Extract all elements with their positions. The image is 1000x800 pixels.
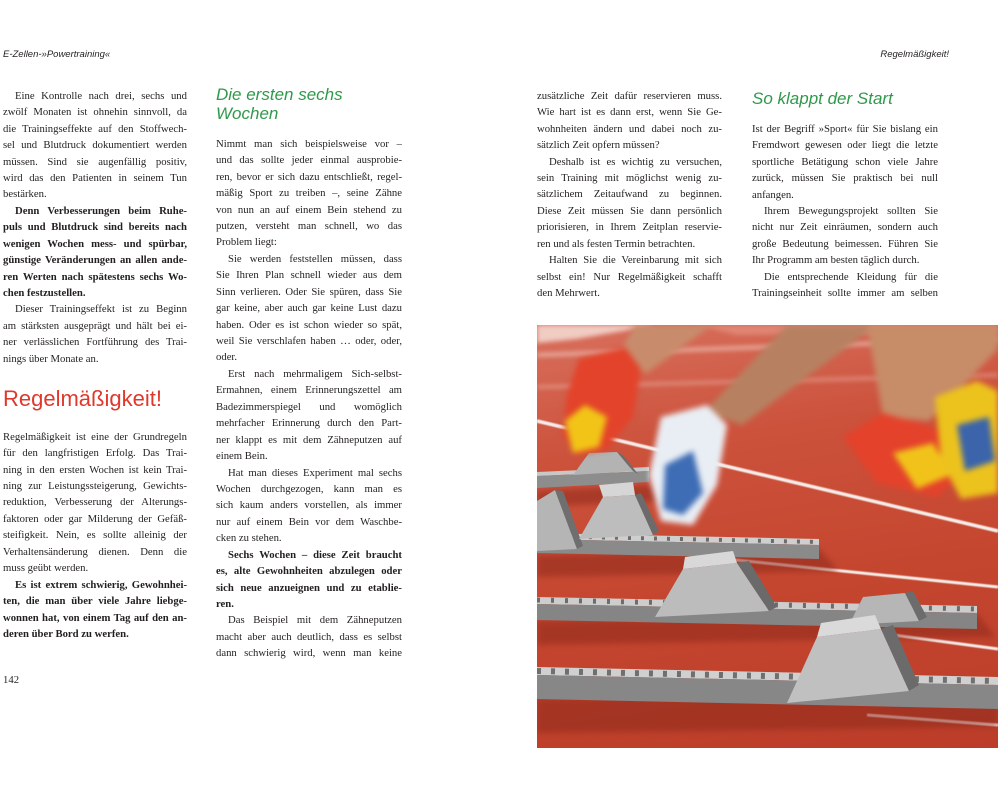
text-line: selbst ein! Nur Regelmäßigkeit schafft — [537, 270, 722, 283]
text-line: mehrfacher Erinnerung durch den Part- — [216, 417, 402, 430]
text-line: gar keine, aber auch gar keine Lust dazu — [216, 302, 402, 315]
heading-line: So klappt der Start — [752, 88, 893, 108]
text-line: chen festzustellen. — [3, 287, 86, 300]
text-line: Problem liegt: — [216, 236, 277, 249]
paragraph — [752, 269, 938, 302]
text-line: zwölf Monaten ist ohnehin sinnvoll, da — [3, 106, 187, 119]
text-line: Erst nach mehrmaligem Sich-selbst- — [228, 367, 402, 380]
text-line: Wochen durchgezogen, kann man es — [216, 482, 402, 495]
text-line: Diese Zeit müssen Sie dann persönlich — [537, 204, 722, 217]
paragraph — [752, 203, 938, 269]
heading-line: Regelmäßigkeit! — [3, 385, 162, 411]
text-line: muss geübt werden. — [3, 562, 89, 575]
paragraph — [216, 465, 402, 547]
text-line: deren über Bord zu werfen. — [3, 627, 129, 640]
text-line: die Trainingseffekte auf den Stoffwech- — [3, 122, 187, 135]
paragraph — [752, 121, 938, 203]
text-line: sein Training mit möglichst wenig zu- — [537, 171, 722, 184]
bold-paragraph — [3, 577, 187, 643]
text-line: nings über Monate an. — [3, 352, 99, 365]
paragraph — [3, 301, 187, 367]
text-line: sich kaum anders vorstellen, als immer — [216, 499, 402, 512]
text-line: den Mehrwert. — [537, 287, 600, 300]
text-line: am stärksten ausgeprägt und hält bei ei- — [3, 319, 187, 332]
text-line: priorisieren, in Ihrem Zeitplan reservie- — [537, 221, 722, 234]
text-line: große Bedeutung beimessen. Führen Sie — [752, 237, 938, 250]
bold-paragraph — [216, 547, 402, 613]
text-line: Trainingseinheit sollte immer am selben — [752, 287, 938, 300]
text-line: Deshalb ist es wichtig zu versuchen, — [549, 155, 722, 168]
text-line: sportliche Betätigung schon viele Jahre — [752, 155, 938, 168]
text-line: ren Werten nach spätestens sechs Wo- — [3, 270, 187, 283]
text-line: Ist der Begriff »Sport« für Sie bislang ein — [752, 122, 938, 135]
text-line: Sinn verlieren. Oder Sie spüren, dass Sie — [216, 285, 402, 298]
text-line: und das sollte jeder einmal ausprobie- — [216, 154, 402, 167]
text-line: von nun an auf einem Bein stehend zu — [216, 203, 402, 216]
text-line: weil Sie verschlafen haben … oder, oder, — [216, 335, 402, 348]
page-number: 142 — [3, 674, 20, 686]
text-line: nicht nur Zeit einräumen, sondern auch — [752, 221, 938, 234]
text-line: Fremdwort gewesen oder liegt die letzte — [752, 139, 938, 152]
paragraph — [537, 252, 722, 301]
text-column-right-2 — [752, 89, 938, 302]
text-line: wird das den Patienten in seinem Tun — [3, 171, 187, 184]
text-line: Verhaltensänderung dienen. Denn die — [3, 545, 187, 558]
paragraph — [537, 88, 722, 154]
text-line: mäßig Sport zu treiben –, seine Zähne — [216, 187, 402, 200]
heading-line: Die ersten sechs — [216, 84, 343, 104]
text-line: ning in den ersten Wochen ist kein Trai- — [3, 463, 187, 476]
text-column-left-1 — [3, 88, 187, 643]
paragraph — [537, 154, 722, 253]
text-line: einem Bein. — [216, 450, 268, 463]
text-line: Das Beispiel mit dem Zähneputzen — [228, 614, 402, 627]
text-line: dann schwierig wird, wenn man keine — [216, 647, 402, 660]
text-line: puls und Blutdruck sind bereits nach — [3, 221, 187, 234]
text-column-left-2 — [216, 85, 402, 662]
text-line: ren, bevor er sich dazu entschließt, regel- — [216, 170, 402, 183]
text-line: nur auf einem Bein vor dem Waschbe- — [216, 515, 402, 528]
leg — [705, 325, 877, 425]
right-page — [500, 0, 1000, 800]
paragraph — [3, 429, 187, 577]
text-line: anfangen. — [752, 188, 794, 201]
text-line: ning zur Leistungssteigerung, Gewichts- — [3, 480, 187, 493]
text-line: Badezimmerspiegel und womöglich — [216, 400, 402, 413]
text-line: Die entsprechende Kleidung für die — [764, 270, 938, 283]
text-line: ren und als festen Termin betrachten. — [537, 237, 696, 250]
text-line: ten, die man über viele Jahre liebge- — [3, 595, 187, 608]
text-line: zurück, müssen Sie praktisch bei null — [752, 172, 938, 185]
paragraph — [216, 136, 402, 251]
paragraph — [3, 88, 187, 203]
text-line: zusätzliche Zeit dafür reservieren muss. — [537, 89, 722, 102]
bold-paragraph — [3, 203, 187, 302]
text-line: Es ist extrem schwierig, Gewohnhei- — [15, 578, 187, 591]
text-line: bestärken. — [3, 188, 47, 201]
photo-artwork — [537, 325, 998, 748]
text-line: wonnen hat, von einem Tag auf den an- — [3, 611, 187, 624]
text-line: Sie werden feststellen müssen, dass — [228, 252, 402, 265]
text-line: steifigkeit. Nein, es sollte alleinig der — [3, 529, 187, 542]
text-line: Wie hart ist es dann erst, wenn Sie Ge- — [537, 106, 722, 119]
text-line: ner verlässlichen Fortführung des Trai- — [3, 336, 187, 349]
paragraph — [216, 251, 402, 366]
text-line: haben. Oder es ist schon wieder so spät, — [216, 318, 402, 331]
text-line: Hat man dieses Experiment mal sechs — [228, 466, 402, 479]
text-line: putzen, versteht man schnell, wo das — [216, 219, 402, 232]
text-column-right-1 — [537, 88, 722, 302]
text-line: Ermahnen, einem Erinnerungszettel am — [216, 384, 402, 397]
text-line: oder. — [216, 351, 238, 364]
text-line: ner klappt es mit dem Zähneputzen auf — [216, 433, 402, 446]
text-line: Ihrem Bewegungsprojekt sollten Sie — [764, 204, 938, 217]
text-line: Regelmäßigkeit ist eine der Grundregeln — [3, 430, 187, 443]
text-line: wenigen Wochen mess- und spürbar, — [3, 237, 187, 250]
section-heading — [3, 385, 187, 413]
text-line: für den langfristigen Erfolg. Das Trai- — [3, 447, 187, 460]
text-line: müssen. Sind sie augenfällig positiv, — [3, 155, 187, 168]
text-line: sätzlichem Zeitaufwand zu beginnen. — [537, 188, 722, 201]
text-line: Dieser Trainingseffekt ist zu Beginn — [15, 303, 187, 316]
text-line: macht aber auch deutlich, dass es selbst — [216, 630, 402, 643]
running-header-left: E-Zellen-»Powertraining« — [3, 49, 111, 60]
text-line: es, alte Gewohnheiten abzulegen oder — [216, 565, 402, 578]
text-line: Sie Ihren Plan schnell wieder aus dem — [216, 269, 402, 282]
text-line: faktoren oder gar Milderung der Gefäß- — [3, 512, 187, 525]
subheading — [752, 89, 938, 108]
text-line: Halten Sie die Vereinbarung mit sich — [549, 254, 722, 267]
text-line: reduktion, Verbesserung der Alterungs- — [3, 496, 187, 509]
paragraph — [216, 366, 402, 465]
text-line: Ihr Programm am besten täglich durch. — [752, 254, 920, 267]
sprint-start-photo — [537, 325, 998, 748]
text-line: sich neue anzueignen und zu etablie- — [216, 581, 402, 594]
text-line: sel und Blutdruck dokumentiert werden — [3, 139, 187, 152]
text-line: Denn Verbesserungen beim Ruhe- — [15, 204, 187, 217]
text-line: cken zu stehen. — [216, 532, 282, 545]
text-line: wohnheiten ändern und dabei noch zu- — [537, 122, 722, 135]
text-line: ren. — [216, 598, 234, 611]
paragraph — [216, 612, 402, 661]
text-line: Eine Kontrolle nach drei, sechs und — [15, 89, 187, 102]
running-header-right: Regelmäßigkeit! — [880, 49, 949, 60]
text-line: sätzlich Zeit opfern müssen? — [537, 139, 660, 152]
text-line: Nimmt man sich beispielsweise vor – — [216, 137, 402, 150]
subheading — [216, 85, 402, 123]
text-line: Sechs Wochen – diese Zeit braucht — [228, 548, 402, 561]
text-line: günstige Veränderungen an allen ande- — [3, 254, 187, 267]
heading-line: Wochen — [216, 103, 279, 123]
